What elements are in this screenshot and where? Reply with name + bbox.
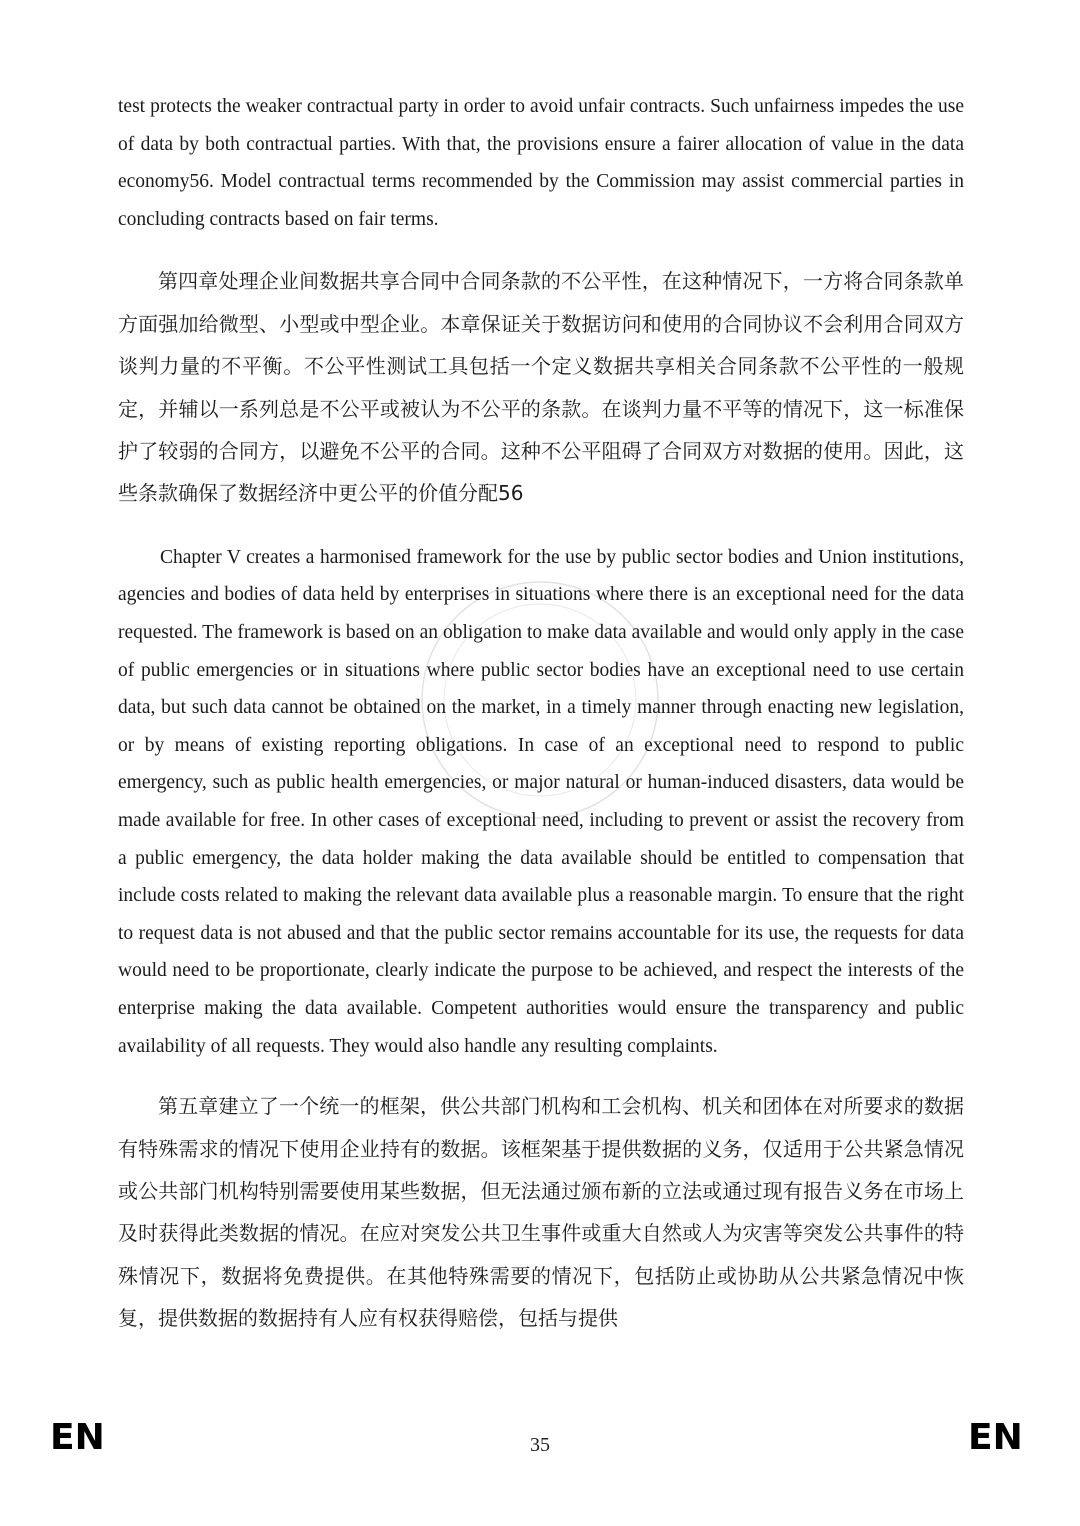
footer-language-mark-right: EN [968, 1417, 1023, 1458]
document-body [118, 88, 964, 1340]
paragraph-en-1: test protects the weaker contractual party in order to avoid unfair contracts. Such unfairness impedes the use of data by both contractual parties. With that, the provisions ensure a fairer allocation of value in the data economy56. Model contractual terms recommended by the Commission may assist commercial parties in concluding contracts based on fair terms. [118, 96, 964, 230]
paragraph-zh-2: 第五章建立了一个统一的框架，供公共部门机构和工会机构、机关和团体在对所要求的数据有特殊需求的情况下使用企业持有的数据。该框架基于提供数据的义务，仅适用于公共紧急情况或公共部门机构特别需要使用某些数据，但无法通过颁布新的立法或通过现有报告义务在市场上及时获得此类数据的情况。在应对突发公共卫生事件或重大自然或人为灾害等突发公共事件的特殊情况下，数据将免费提供。在其他特殊需要的情况下，包括防止或协助从公共紧急情况中恢复，提供数据的数据持有人应有权获得赔偿，包括与提供 [118, 1094, 964, 1331]
paragraph-en-2: Chapter V creates a harmonised framework for the use by public sector bodies and Union institutions, agencies and bodies of data held by enterprises in situations where there is an exceptional need for the data requested. The framework is based on an obligation to make data available and would only apply in the case of public emergencies or in situations where public sector bodies have an exceptional need to use certain data, but such data cannot be obtained on the market, in a timely manner through enacting new legislation, or by means of existing reporting obligations. In case of an exceptional need to respond to public emergency, such as public health emergencies, or major natural or human-induced disasters, data would be made available for free. In other cases of exceptional need, including to prevent or assist the recovery from a public emergency, the data holder making the data available should be entitled to compensation that include costs related to making the relevant data available plus a reasonable margin. To ensure that the right to request data is not abused and that the public sector remains accountable for its use, the requests for data would need to be proportionate, clearly indicate the purpose to be achieved, and respect the interests of the enterprise making the data available. Competent authorities would ensure the transparency and public availability of all requests. They would also handle any resulting complaints. [118, 546, 964, 1057]
paragraph-zh-1: 第四章处理企业间数据共享合同中合同条款的不公平性，在这种情况下，一方将合同条款单方面强加给微型、小型或中型企业。本章保证关于数据访问和使用的合同协议不会利用合同双方谈判力量的不平衡。不公平性测试工具包括一个定义数据共享相关合同条款不公平性的一般规定，并辅以一系列总是不公平或被认为不公平的条款。在谈判力量不平等的情况下，这一标准保护了较弱的合同方，以避免不公平的合同。这种不公平阻碍了合同双方对数据的使用。因此，这些条款确保了数据经济中更公平的价值分配56 [118, 269, 964, 506]
footer-language-mark-left: EN [50, 1417, 105, 1458]
page-number: 35 [530, 1434, 550, 1456]
